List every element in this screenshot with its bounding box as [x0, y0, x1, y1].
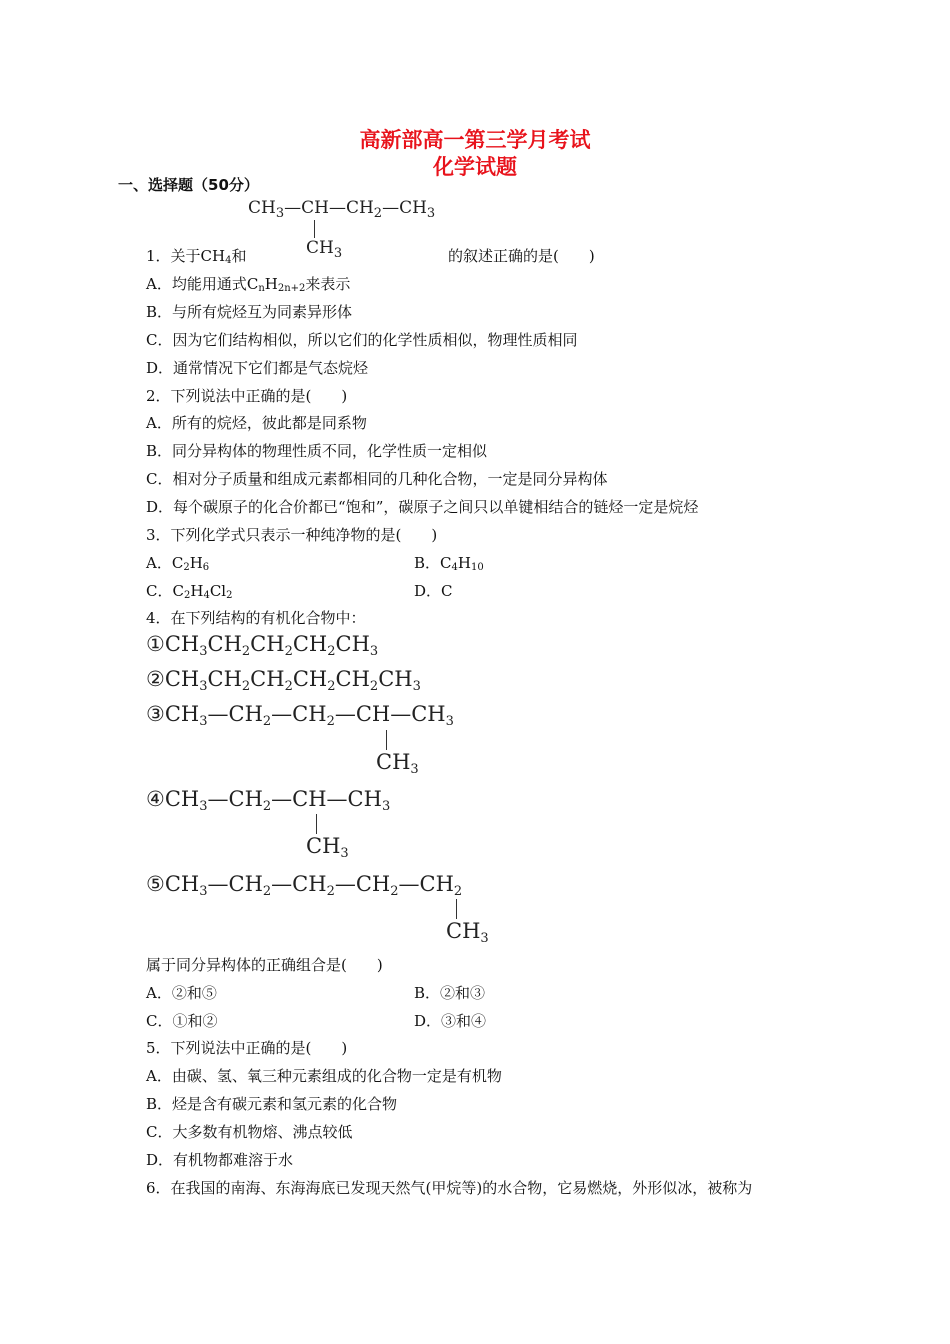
q2-option-d: D．每个碳原子的化合价都已“饱和”，碳原子之间只以单键相结合的链烃一定是烷烃 — [146, 498, 699, 516]
structure-2: ②CH3CH2CH2CH2CH2CH3 — [146, 667, 421, 694]
q1-option-d: D．通常情况下它们都是气态烷烃 — [146, 359, 369, 377]
q1-stem: 1．关于$CH_4$和 — [146, 247, 247, 266]
exam-page: 高新部高一第三学月考试 化学试题 一、选择题（50分） $CH_3—CH—CH_2—CH_3$ $CH_3$ 1．关于$CH_4$和 的叙述正确的是( ) A．均能用通式$C_nH_{2n+2}$来表示 B．与所有烷烃互为同素异形体 C．因为它们结构相似，所以它们的化学性质相似，物理性质相同 D．通常情况下它们都是气态烷烃 2．下列说法中正确的是( ) A．所有的烷烃，彼此都是同系物 B．同分异构体的物理性质不同，化学性质一定相似 C．相对分子质量和组成元素都相同的几种化合物，一定是同分异构体 D．每个碳原子的化合价都已“饱和”，碳原子之间只以单键相结合的链烃一定是烷烃 3．下列化学式只表示一种纯净物的是( ) A．$C_2H_6$ B．$C_4H_{10}$ C．$C_2H_4Cl_2$ D．C 4．在下列结构的有机化合物中： ①CH3CH2CH2CH2CH3 ②CH3CH2CH2CH2CH2CH3 ③CH3—CH2—CH2—CH—CH3 CH3 ④CH3—CH2—CH—CH3 CH3 ⑤CH3—CH2—CH2—CH2—CH2 CH3 属于同分异构体的正确组合是( ) A．②和⑤ B．②和③ C．①和② D．③和④ 5．下列说法中正确的是( ) A．由碳、氢、氧三种元素组成的化合物一定是有机物 B．烃是含有碳元素和氢元素的化合物 C．大多数有机物熔、沸点较低 D．有机物都难溶于水 6．在我国的南海、东海海底已发现天然气(甲烷等)的水合物，它易燃烧，外形似冰，被称为 — [0, 0, 950, 1344]
q1-option-b: B．与所有烷烃互为同素异形体 — [146, 303, 353, 321]
q2-option-a: A．所有的烷烃，彼此都是同系物 — [146, 414, 367, 432]
q3-stem: 3．下列化学式只表示一种纯净物的是( ) — [146, 526, 438, 544]
q3-option-c: C．$C_2H_4Cl_2$ — [146, 582, 233, 601]
q4-option-d: D．③和④ — [414, 1012, 487, 1030]
q3-option-d: D．C — [414, 582, 453, 600]
exam-title: 高新部高一第三学月考试 — [359, 128, 591, 152]
q5-option-b: B．烃是含有碳元素和氢元素的化合物 — [146, 1095, 398, 1113]
q2-option-b: B．同分异构体的物理性质不同，化学性质一定相似 — [146, 442, 488, 460]
q1-option-a: A．均能用通式$C_nH_{2n+2}$来表示 — [146, 275, 351, 294]
q1-stem-right: 的叙述正确的是( ) — [448, 247, 595, 265]
q4-question: 属于同分异构体的正确组合是( ) — [146, 956, 383, 974]
q3-option-b: B．$C_4H_{10}$ — [414, 554, 484, 573]
q3-option-a: A．$C_2H_6$ — [146, 554, 210, 573]
q5-option-a: A．由碳、氢、氧三种元素组成的化合物一定是有机物 — [146, 1067, 502, 1085]
q2-option-c: C．相对分子质量和组成元素都相同的几种化合物，一定是同分异构体 — [146, 470, 608, 488]
q4-option-b: B．②和③ — [414, 984, 486, 1002]
q2-stem: 2．下列说法中正确的是( ) — [146, 387, 348, 405]
q5-stem: 5．下列说法中正确的是( ) — [146, 1039, 348, 1057]
exam-subtitle: 化学试题 — [433, 155, 517, 179]
q4-stem: 4．在下列结构的有机化合物中： — [146, 609, 366, 627]
q5-option-c: C．大多数有机物熔、沸点较低 — [146, 1123, 353, 1141]
q6-stem: 6．在我国的南海、东海海底已发现天然气(甲烷等)的水合物，它易燃烧，外形似冰，被称为 — [146, 1179, 753, 1197]
section-heading: 一、选择题（50分） — [118, 176, 259, 194]
q4-option-c: C．①和② — [146, 1012, 218, 1030]
structure-1: ①CH3CH2CH2CH2CH3 — [146, 632, 379, 659]
q4-option-a: A．②和⑤ — [146, 984, 217, 1002]
q5-option-d: D．有机物都难溶于水 — [146, 1151, 294, 1169]
q1-option-c: C．因为它们结构相似，所以它们的化学性质相似，物理性质相同 — [146, 331, 578, 349]
